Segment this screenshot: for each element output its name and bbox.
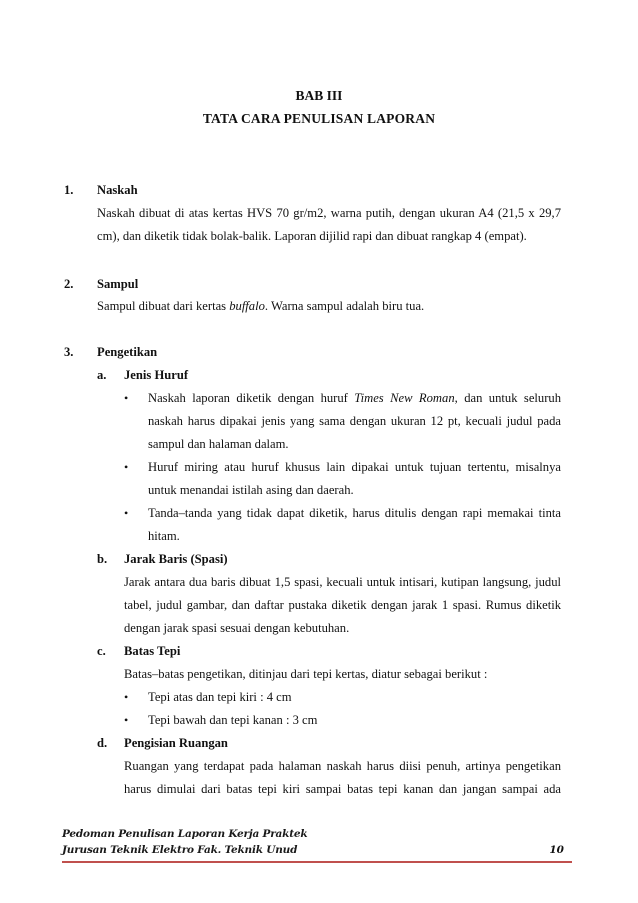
subsection-number: c. bbox=[97, 644, 106, 658]
section-number: 1. bbox=[64, 183, 74, 197]
subsection-number: a. bbox=[97, 368, 107, 382]
subsection-number: d. bbox=[97, 736, 108, 750]
bullet-line: Naskah laporan diketik dengan huruf Times New Roman, dan untuk seluruh bbox=[148, 391, 561, 405]
paragraph-line: Jarak antara dua baris dibuat 1,5 spasi, kecuali untuk intisari, kutipan langsung, judul bbox=[124, 575, 561, 589]
subsection-number: b. bbox=[97, 552, 108, 566]
chapter-label: BAB III bbox=[295, 88, 343, 103]
paragraph-line: Sampul dibuat dari kertas buffalo. Warna sampul adalah biru tua. bbox=[97, 299, 425, 313]
italic-term: Times New Roman bbox=[354, 391, 455, 405]
bullet-marker: • bbox=[124, 506, 129, 520]
subsection-heading-jarak-baris: Jarak Baris (Spasi) bbox=[124, 552, 228, 566]
bullet-marker: • bbox=[124, 690, 129, 704]
paragraph-line: Ruangan yang terdapat pada halaman naskah harus diisi penuh, artinya pengetikan bbox=[124, 759, 561, 773]
paragraph-line: harus dimulai dari batas tepi kiri sampai batas tepi kanan dan jangan sampai ada bbox=[124, 782, 561, 796]
italic-term: buffalo bbox=[229, 299, 265, 313]
footer-department: Jurusan Teknik Elektro Fak. Teknik Unud bbox=[62, 844, 298, 856]
section-heading-pengetikan: Pengetikan bbox=[97, 345, 158, 359]
footer-rule bbox=[62, 861, 572, 863]
section-number: 3. bbox=[64, 345, 74, 359]
footer-guide-title: Pedoman Penulisan Laporan Kerja Praktek bbox=[62, 828, 308, 840]
chapter-title: TATA CARA PENULISAN LAPORAN bbox=[202, 111, 436, 126]
bullet-marker: • bbox=[124, 460, 129, 474]
section-heading-sampul: Sampul bbox=[97, 277, 139, 291]
subsection-heading-pengisian-ruangan: Pengisian Ruangan bbox=[124, 736, 228, 750]
paragraph-line: cm), dan diketik tidak bolak-balik. Laporan dijilid rapi dan dibuat rangkap 4 (empat). bbox=[97, 229, 527, 243]
bullet-line: Tanda–tanda yang tidak dapat diketik, harus ditulis dengan rapi memakai tinta bbox=[148, 506, 561, 520]
bullet-line: sampul dan halaman dalam. bbox=[148, 437, 289, 451]
bullet-marker: • bbox=[124, 391, 129, 405]
bullet-marker: • bbox=[124, 713, 129, 727]
bullet-line: Tepi atas dan tepi kiri : 4 cm bbox=[148, 690, 292, 704]
bullet-line: Huruf miring atau huruf khusus lain dipakai untuk tujuan tertentu, misalnya bbox=[148, 460, 561, 474]
bullet-line: untuk menandai istilah asing dan daerah. bbox=[148, 483, 354, 497]
subsection-heading-jenis-huruf: Jenis Huruf bbox=[124, 368, 189, 382]
paragraph-line: Naskah dibuat di atas kertas HVS 70 gr/m2, warna putih, dengan ukuran A4 (21,5 x 29,7 bbox=[97, 206, 561, 220]
bullet-line: Tepi bawah dan tepi kanan : 3 cm bbox=[148, 713, 318, 727]
paragraph-line: dengan jarak spasi sesuai dengan kebutuhan. bbox=[124, 621, 350, 635]
paragraph-line: tabel, judul gambar, dan daftar pustaka diketik dengan jarak 1 spasi. Rumus diketik bbox=[124, 598, 561, 612]
section-heading-naskah: Naskah bbox=[97, 183, 138, 197]
subsection-heading-batas-tepi: Batas Tepi bbox=[124, 644, 181, 658]
bullet-line: hitam. bbox=[148, 529, 180, 543]
bullet-line: naskah harus dipakai jenis yang sama dengan ukuran 12 pt, kecuali judul pada bbox=[148, 414, 561, 428]
page-number: 10 bbox=[549, 844, 564, 856]
section-number: 2. bbox=[64, 277, 74, 291]
paragraph-line: Batas–batas pengetikan, ditinjau dari tepi kertas, diatur sebagai berikut : bbox=[124, 667, 488, 681]
